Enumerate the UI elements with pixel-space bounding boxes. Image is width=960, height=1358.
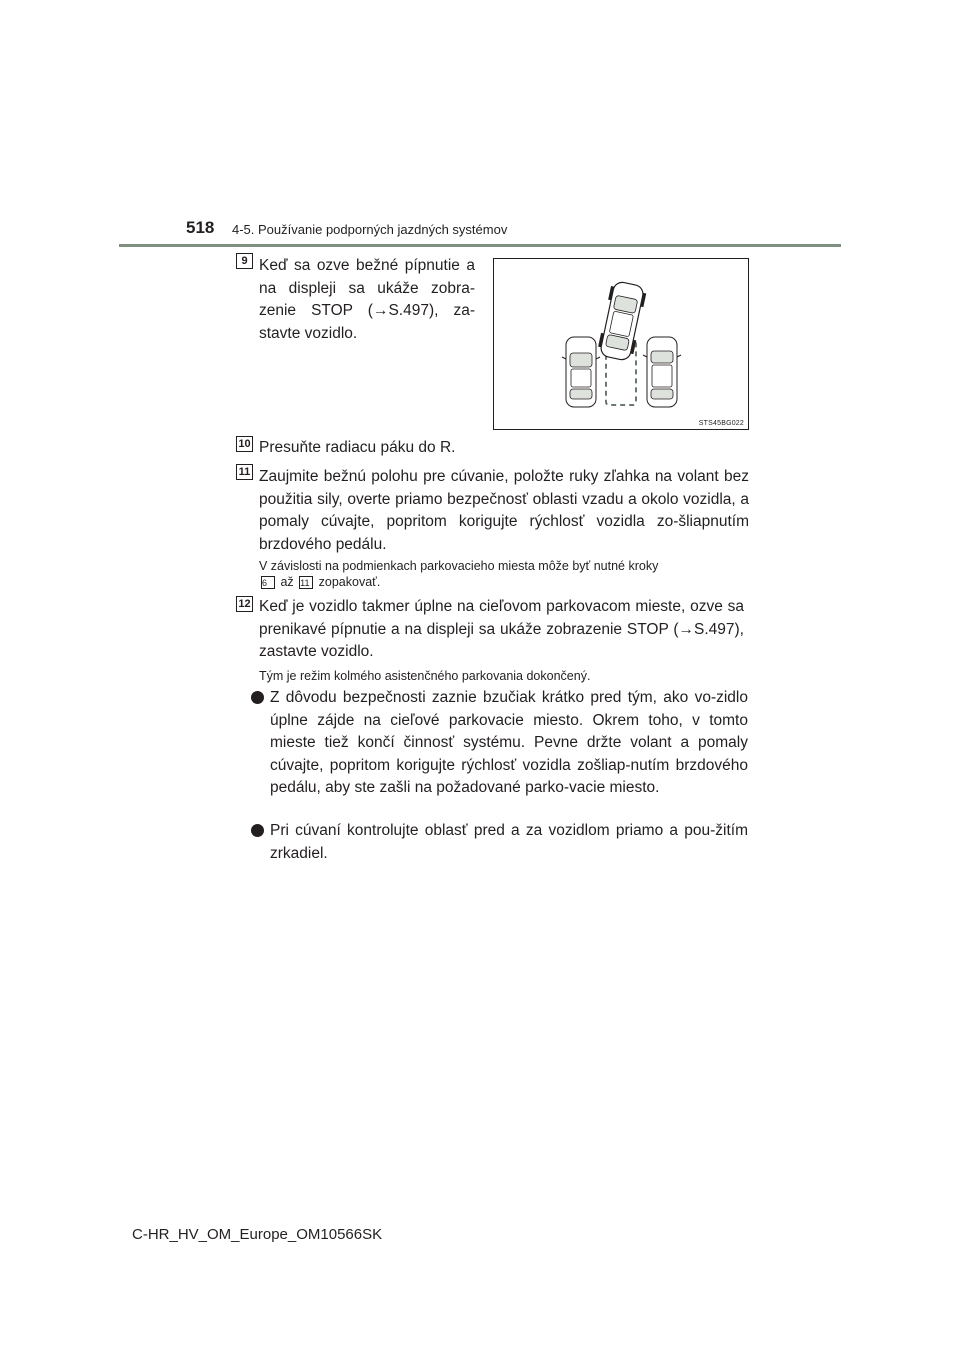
step-10-badge: 10 (236, 436, 253, 452)
step-10-text: Presuňte radiacu páku do R. (259, 439, 456, 456)
bullet-text: Z dôvodu bezpečnosti zaznie bzučiak krátko pred tým, ako vo-zidlo úplne zájde na cieľové parkovacie miesto. Okrem toho, v tomto mieste tiež končí činnosť systému. Pevne držte volant a pomaly cúvajte, popritom korigujte rýchlosť vozidla zošliap-nutím brzdového pedálu, aby ste zašli na požadované parko-vacie miesto. (270, 689, 748, 796)
bullet-dot-icon (251, 691, 264, 704)
step-9-text: Keď sa ozve bežné pípnutie a na displeji sa ukáže zobra-zenie STOP (→S.497), za-stavte vozidlo. (259, 257, 475, 342)
left-parked-car (562, 337, 600, 407)
step-11-note (259, 558, 749, 590)
step-9-badge: 9 (236, 253, 253, 269)
section-title: 4-5. Používanie podporných jazdných systémov (232, 222, 508, 237)
header-divider (119, 244, 841, 247)
parking-cars-diagram (494, 259, 748, 429)
step-12-text: Keď je vozidlo takmer úplne na cieľovom parkovacom mieste, ozve sa prenikavé pípnutie a na displeji sa ukáže zobrazenie STOP (→S.497), zastavte vozidlo. (259, 598, 744, 660)
right-parked-car (643, 337, 681, 407)
page-header (0, 0, 960, 250)
figure-code: STS45BG022 (698, 420, 744, 427)
note-text-start: V závislosti na podmienkach parkovacieho miesta môže byť nutné kroky (259, 559, 659, 573)
bullet-text: Pri cúvaní kontrolujte oblasť pred a za vozidlom priamo a pou-žitím zrkadiel. (270, 822, 748, 862)
note-step-6-badge: 6 (261, 576, 275, 589)
parking-illustration (493, 258, 749, 430)
step-12-badge: 12 (236, 596, 253, 612)
step-11-text: Zaujmite bežnú polohu pre cúvanie, položte ruky zľahka na volant bez použitia sily, overte priamo bezpečnosť oblasti vzadu a okolo vozidla, a pomaly cúvajte, popritom korigujte rýchlosť vozidla zo-šliapnutím brzdového pedálu. (259, 468, 749, 553)
note-text-mid: až (280, 575, 294, 589)
note-step-11-badge: 11 (299, 576, 313, 589)
reversing-car (596, 280, 647, 362)
step-11-badge: 11 (236, 464, 253, 480)
page-number: 518 (186, 218, 215, 237)
bullet-dot-icon (251, 824, 264, 837)
note-text-end: zopakovať. (318, 575, 381, 589)
step-12-note: Tým je režim kolmého asistenčného parkovania dokončený. (259, 669, 591, 683)
document-id-footer: C-HR_HV_OM_Europe_OM10566SK (132, 1226, 383, 1243)
